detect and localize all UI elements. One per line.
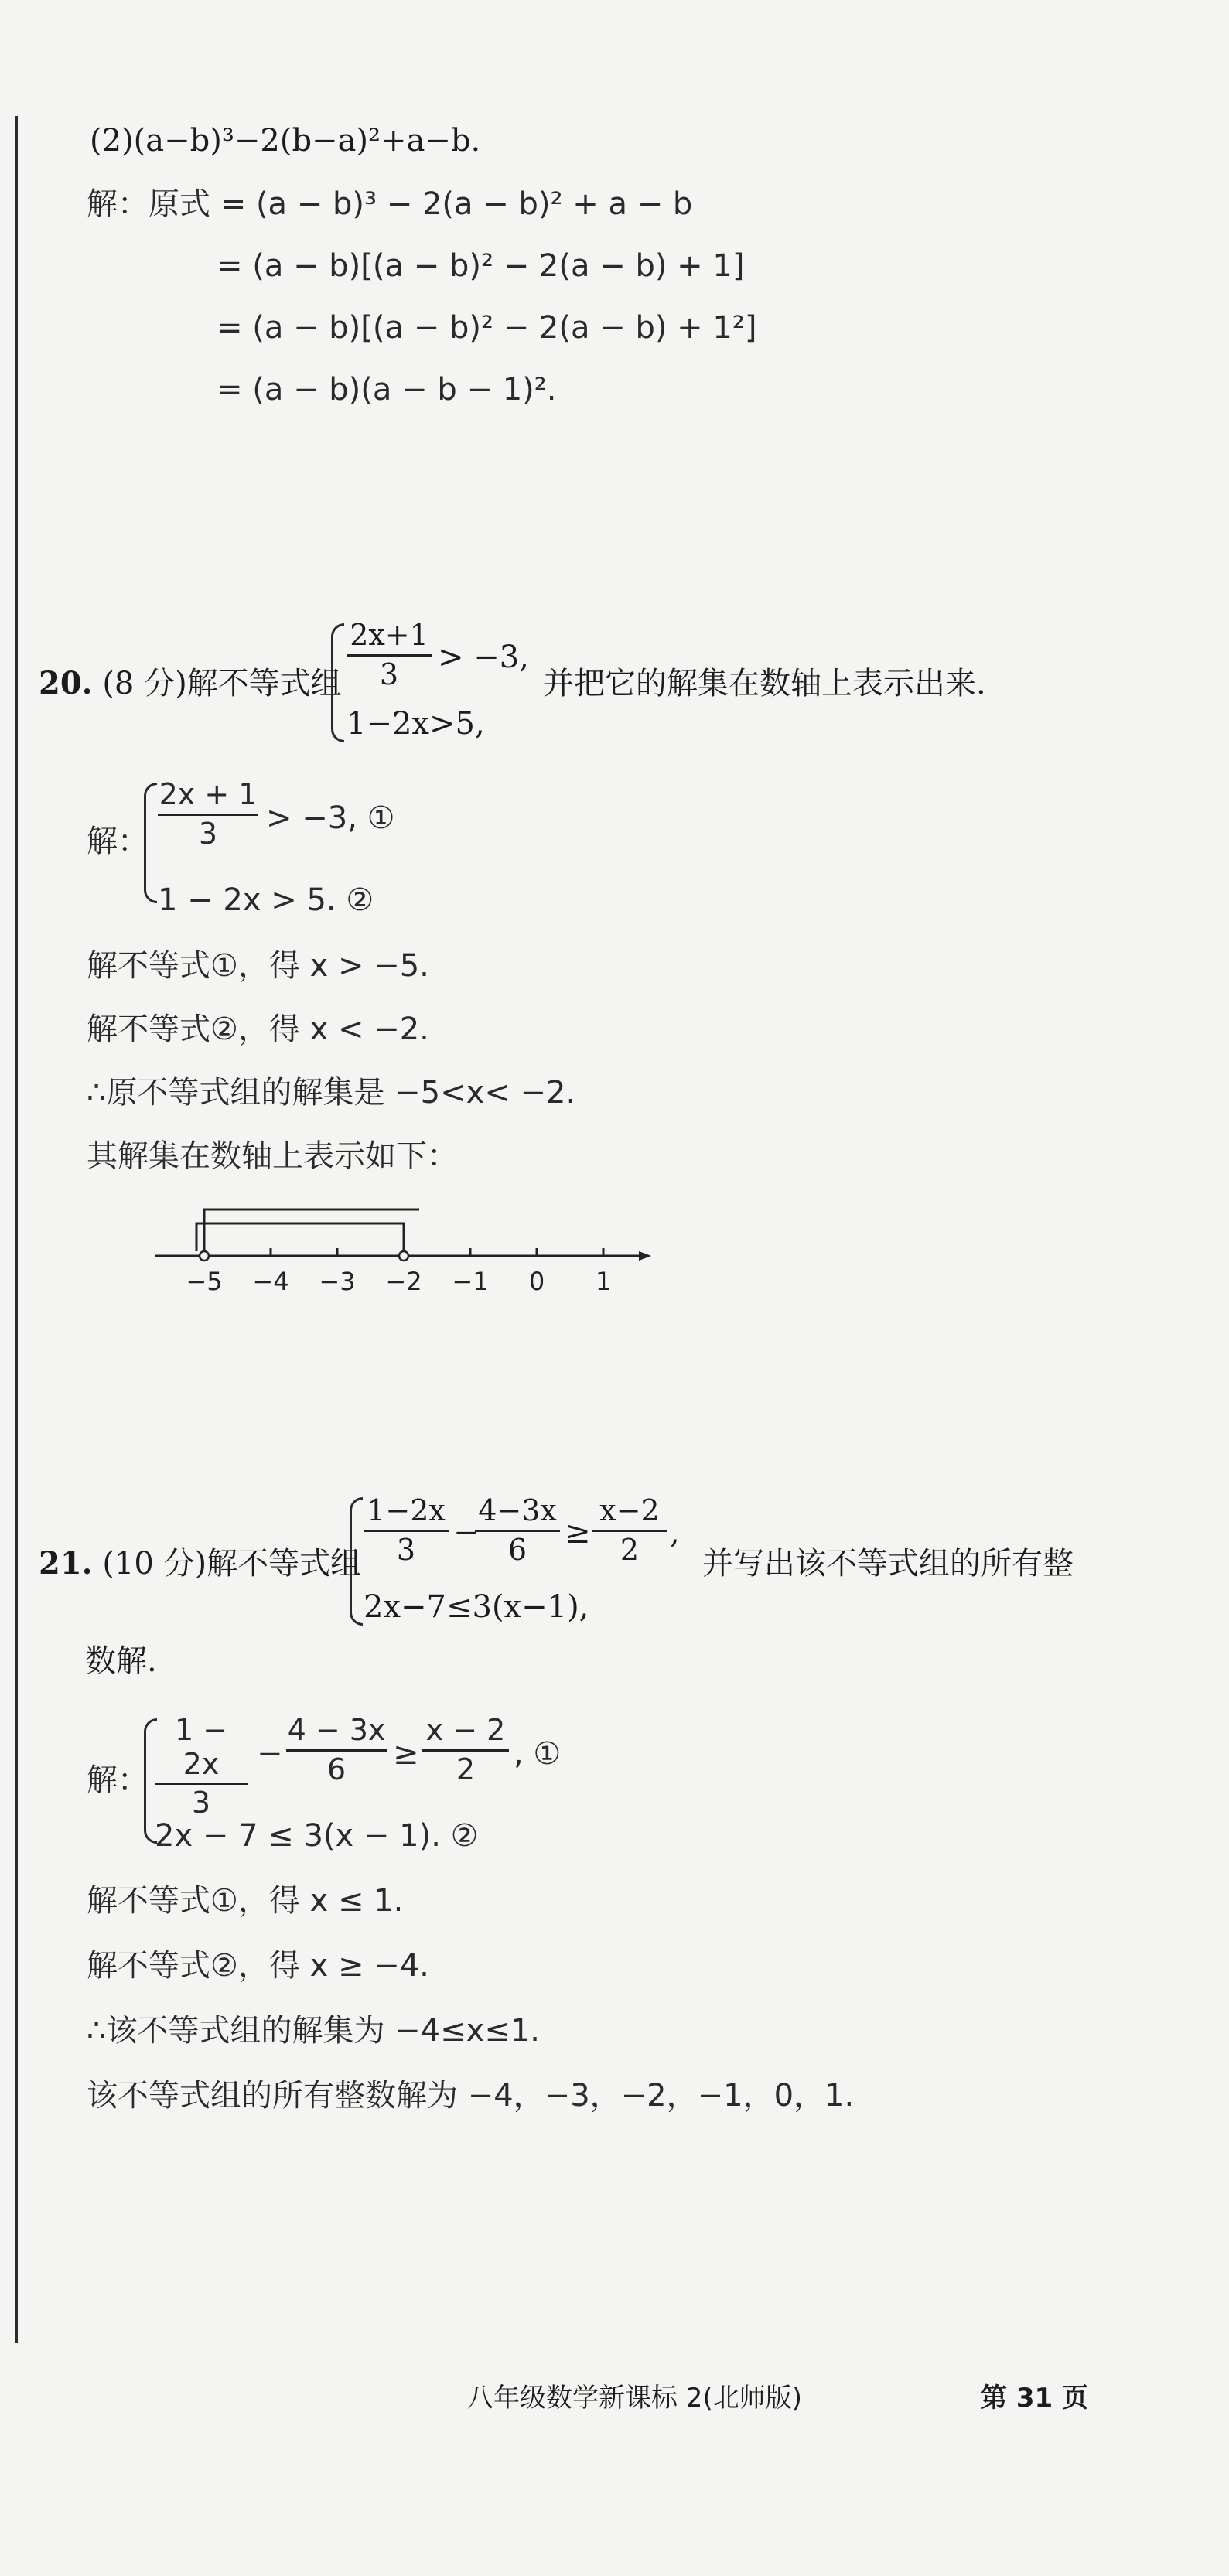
denominator: 6 [507, 1532, 527, 1567]
comma: , [670, 1515, 680, 1551]
fraction-bar [158, 814, 258, 816]
problem-20-header [39, 665, 342, 702]
fraction [475, 1494, 560, 1567]
geq-sign: ≥ [393, 1736, 419, 1772]
problem-number: 21. [39, 1545, 93, 1581]
open-endpoint-b [399, 1251, 408, 1261]
problem-21-tail-2: 数解. [85, 1643, 157, 1679]
problem-19-2: (2)(a−b)³−2(b−a)²+a−b. [90, 123, 481, 159]
ray-x-less-than-b [196, 1223, 404, 1251]
system-line-2: 2x−7≤3(x−1), [364, 1589, 589, 1625]
solution-brace [144, 783, 157, 903]
fraction [286, 1714, 387, 1786]
axis-arrow-icon [639, 1251, 651, 1261]
numerator: x−2 [599, 1493, 660, 1527]
numerator: x − 2 [425, 1713, 506, 1747]
solution-line-2: 1 − 2x > 5. ② [158, 882, 374, 918]
numerator: 4 − 3x [287, 1713, 386, 1747]
denominator: 3 [379, 657, 399, 691]
solution-label: 解： [87, 1762, 149, 1798]
page-number: 第 31 页 [981, 2383, 1088, 2414]
geq-sign: ≥ [565, 1515, 591, 1551]
tick-label: −1 [452, 1267, 489, 1296]
solution-line-1-rest: > −3, ① [266, 800, 395, 836]
margin-rule [15, 116, 18, 2343]
p19-solution-line-4: = (a − b)(a − b − 1)². [217, 372, 557, 408]
numerator: 1−2x [367, 1493, 446, 1527]
system-brace [350, 1497, 363, 1626]
step-3: ∴该不等式组的解集为 −4≤x≤1. [87, 2013, 540, 2049]
step-4: 其解集在数轴上表示如下： [87, 1138, 458, 1174]
denominator: 6 [326, 1752, 347, 1786]
system-brace [331, 623, 344, 742]
solution-line-2: 2x − 7 ≤ 3(x − 1). ② [155, 1818, 479, 1854]
problem-20-tail: 并把它的解集在数轴上表示出来. [543, 666, 986, 701]
numerator: 2x+1 [350, 618, 428, 652]
tick-label: 0 [528, 1267, 545, 1296]
denominator: 3 [396, 1532, 416, 1567]
fraction [364, 1494, 449, 1567]
problem-21-tail: 并写出该不等式组的所有整 [702, 1546, 1074, 1581]
system-line-2: 1−2x>5, [347, 706, 485, 742]
fraction-bar [347, 654, 432, 657]
open-endpoint-a [200, 1251, 209, 1261]
tick-label: −2 [385, 1267, 422, 1296]
step-1: 解不等式①，得 x > −5. [87, 948, 429, 984]
problem-score: (10 分) [102, 1546, 207, 1581]
step-2: 解不等式②，得 x < −2. [87, 1012, 429, 1047]
minus-sign: − [257, 1736, 283, 1772]
fraction [347, 619, 432, 691]
fraction-bar [475, 1530, 560, 1532]
fraction-bar [155, 1783, 248, 1785]
fraction [155, 1714, 248, 1820]
tick-label: −4 [252, 1267, 289, 1296]
tick-label: 1 [595, 1267, 612, 1296]
solution-marking [196, 1210, 419, 1261]
p19-solution-line-2: = (a − b)[(a − b)² − 2(a − b) + 1] [217, 248, 745, 284]
ray-x-greater-than-a [204, 1210, 419, 1251]
p19-solution-line-3: = (a − b)[(a − b)² − 2(a − b) + 1²] [217, 310, 757, 346]
problem-score: (8 分) [102, 666, 187, 701]
problem-prompt: 解不等式组 [207, 1546, 362, 1581]
tick-label: −5 [186, 1267, 223, 1296]
problem-number: 20. [39, 665, 93, 701]
numerator: 2x + 1 [159, 777, 258, 811]
numerator: 1 − 2x [174, 1713, 228, 1781]
circle-mark-1: , ① [514, 1736, 562, 1772]
minus-sign: − [453, 1515, 480, 1551]
fraction [592, 1494, 667, 1567]
step-4: 该不等式组的所有整数解为 −4，−3，−2，−1，0，1. [87, 2078, 855, 2114]
fraction [422, 1714, 509, 1786]
denominator: 2 [456, 1752, 476, 1786]
fraction-bar [422, 1749, 509, 1752]
fraction-bar [364, 1530, 449, 1532]
denominator: 3 [191, 1786, 211, 1820]
footer-book-title: 八年级数学新课标 2(北师版) [467, 2383, 802, 2414]
fraction [158, 778, 258, 851]
solution-label: 解： [87, 824, 149, 859]
denominator: 2 [620, 1532, 640, 1567]
fraction-bar [592, 1530, 667, 1532]
number-line [139, 1191, 665, 1307]
step-3: ∴原不等式组的解集是 −5<x< −2. [87, 1075, 576, 1111]
step-2: 解不等式②，得 x ≥ −4. [87, 1948, 429, 1984]
system-line-1-rest: > −3, [438, 640, 529, 675]
tick-label: −3 [319, 1267, 356, 1296]
denominator: 3 [198, 816, 218, 851]
p19-solution-line-1: 解：原式 = (a − b)³ − 2(a − b)² + a − b [87, 186, 693, 222]
problem-prompt: 解不等式组 [186, 666, 342, 701]
step-1: 解不等式①，得 x ≤ 1. [87, 1883, 404, 1919]
fraction-bar [286, 1749, 387, 1752]
numerator: 4−3x [478, 1493, 557, 1527]
problem-21-header [39, 1545, 361, 1582]
